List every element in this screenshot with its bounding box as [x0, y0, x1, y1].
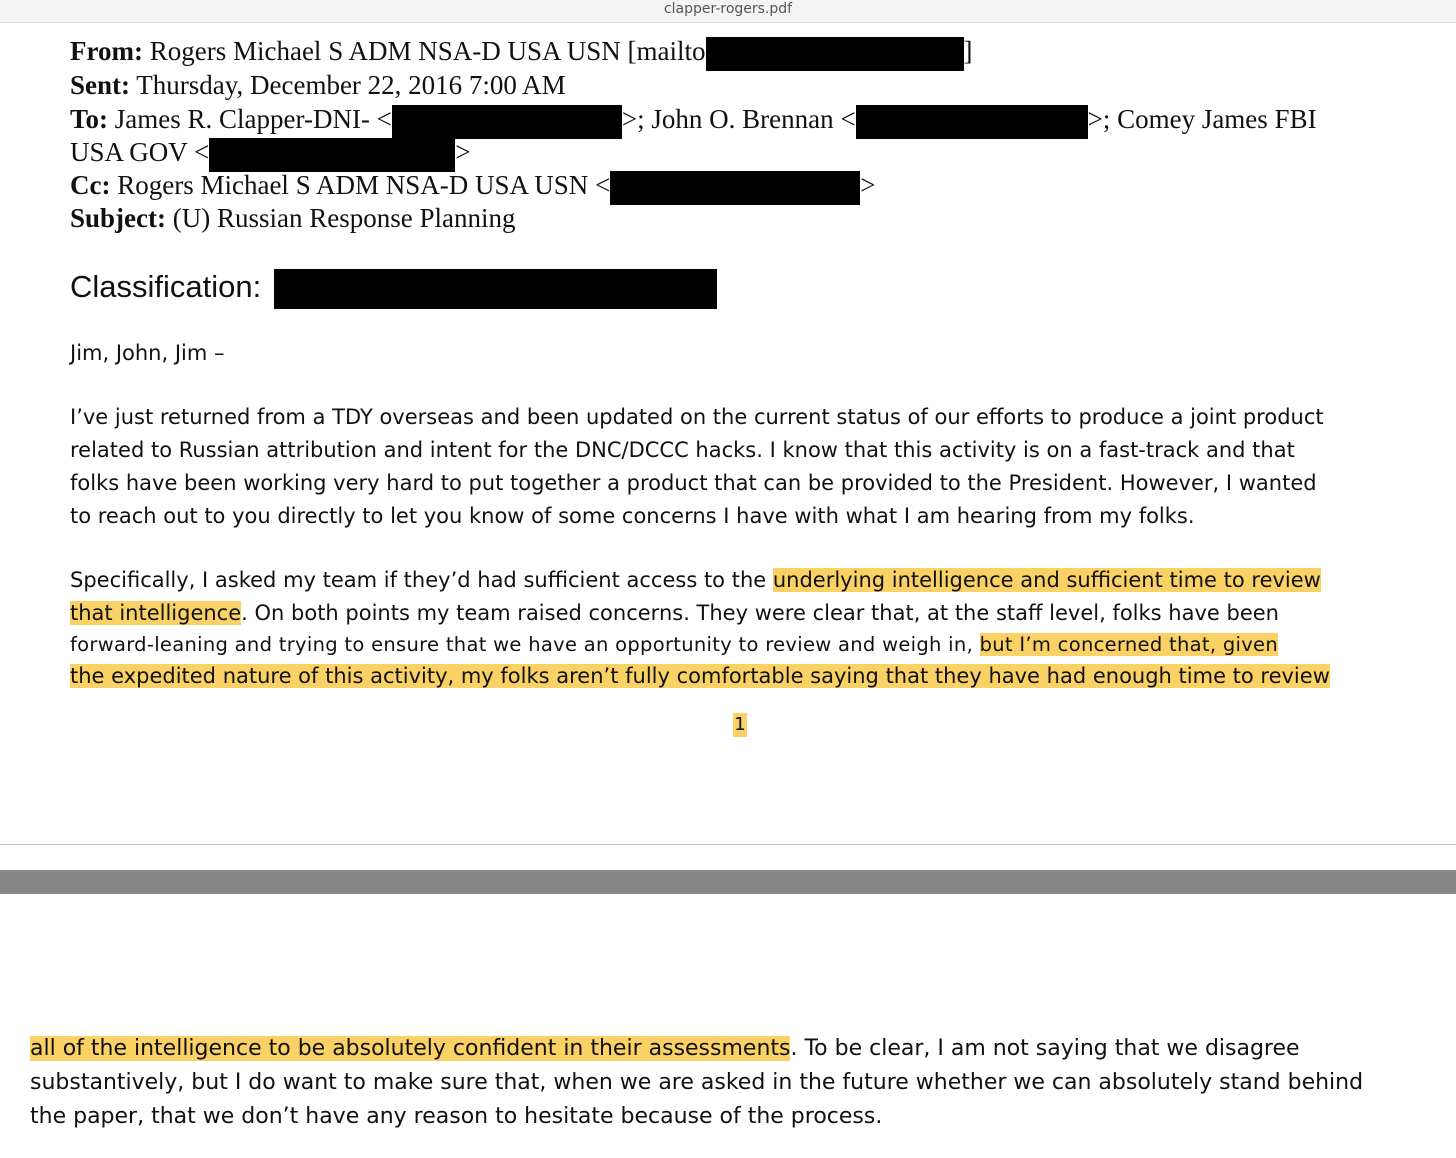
from-value: Rogers Michael S ADM NSA-D USA USN [mailto	[149, 36, 706, 66]
redaction-box	[209, 138, 455, 172]
cc-label: Cc:	[70, 170, 111, 200]
para1-line-3: folks have been working very hard to put together a product that can be provided to the President. However, I wanted	[70, 471, 1317, 495]
to-part-5: >	[455, 137, 471, 167]
greeting: Jim, John, Jim –	[70, 341, 225, 365]
window-filename: clapper-rogers.pdf	[663, 1, 793, 17]
page-divider	[0, 844, 1456, 845]
para1-line-4: to reach out to you directly to let you know of some concerns I have with what I am hearing from my folks.	[70, 504, 1195, 528]
redaction-box	[706, 37, 964, 71]
page-separator-band	[0, 870, 1456, 894]
redaction-box	[610, 171, 860, 205]
cc-close: >	[860, 170, 876, 200]
sent-line	[70, 69, 566, 101]
page2-line-1-text: . To be clear, I am not saying that we disagree	[790, 1036, 1300, 1061]
from-label: From:	[70, 36, 143, 66]
page2-line-3: the paper, that we don’t have any reason to hesitate because of the process.	[30, 1104, 883, 1129]
subject-line	[70, 202, 515, 234]
para2-line-2-text: . On both points my team raised concerns. They were clear that, at the staff level, folks have been	[241, 601, 1279, 625]
subject-label: Subject:	[70, 203, 166, 233]
para2-line-4	[70, 664, 1330, 688]
cc-value: Rogers Michael S ADM NSA-D USA USN <	[117, 170, 611, 200]
para2-line-1-text: Specifically, I asked my team if they’d had sufficient access to the	[70, 568, 773, 592]
to-part-2: >; John O. Brennan <	[621, 104, 856, 134]
subject-value: (U) Russian Response Planning	[172, 203, 516, 233]
cc-line	[70, 169, 875, 205]
from-close: ]	[963, 36, 973, 66]
sent-label: Sent:	[70, 70, 130, 100]
page-number: 1	[734, 714, 746, 735]
para2-line-1	[70, 568, 1321, 592]
para2-line-3	[70, 633, 1278, 656]
para2-line-3-text: forward-leaning and trying to ensure that we have an opportunity to review and weigh in,	[70, 633, 980, 656]
para1-line-1: I’ve just returned from a TDY overseas and been updated on the current status of our efforts to produce a joint product	[70, 405, 1324, 429]
highlighted-text: the expedited nature of this activity, my folks aren’t fully comfortable saying that they have had enough time to review	[70, 664, 1330, 688]
classification-line	[70, 267, 717, 309]
para2-line-2	[70, 601, 1279, 625]
to-part-1: James R. Clapper-DNI- <	[114, 104, 392, 134]
page2-line-2: substantively, but I do want to make sure that, when we are asked in the future whether we can absolutely stand behind	[30, 1070, 1364, 1095]
classification-redaction	[274, 269, 717, 309]
para1-line-2: related to Russian attribution and intent for the DNC/DCCC hacks. I know that this activity is on a fast-track and that	[70, 438, 1295, 462]
to-part-3: >; Comey James FBI	[1087, 104, 1317, 134]
classification-label: Classification:	[70, 269, 262, 304]
pdf-page-2	[0, 894, 1456, 1158]
from-line	[70, 35, 973, 71]
to-line-continued	[70, 136, 471, 172]
redaction-box	[856, 105, 1088, 139]
to-part-4: USA GOV <	[70, 137, 210, 167]
to-label: To:	[70, 104, 109, 134]
highlighted-text: underlying intelligence and sufficient time to review	[772, 568, 1321, 592]
window-titlebar	[0, 0, 1456, 23]
pdf-page-1	[0, 23, 1456, 843]
highlighted-text: all of the intelligence to be absolutely confident in their assessments	[30, 1036, 791, 1061]
highlighted-text: that intelligence	[70, 601, 242, 625]
redaction-box	[392, 105, 622, 139]
sent-value: Thursday, December 22, 2016 7:00 AM	[136, 70, 566, 100]
to-line	[70, 103, 1317, 139]
highlighted-text: but I’m concerned that, given	[979, 633, 1279, 656]
page2-line-1	[30, 1036, 1300, 1061]
